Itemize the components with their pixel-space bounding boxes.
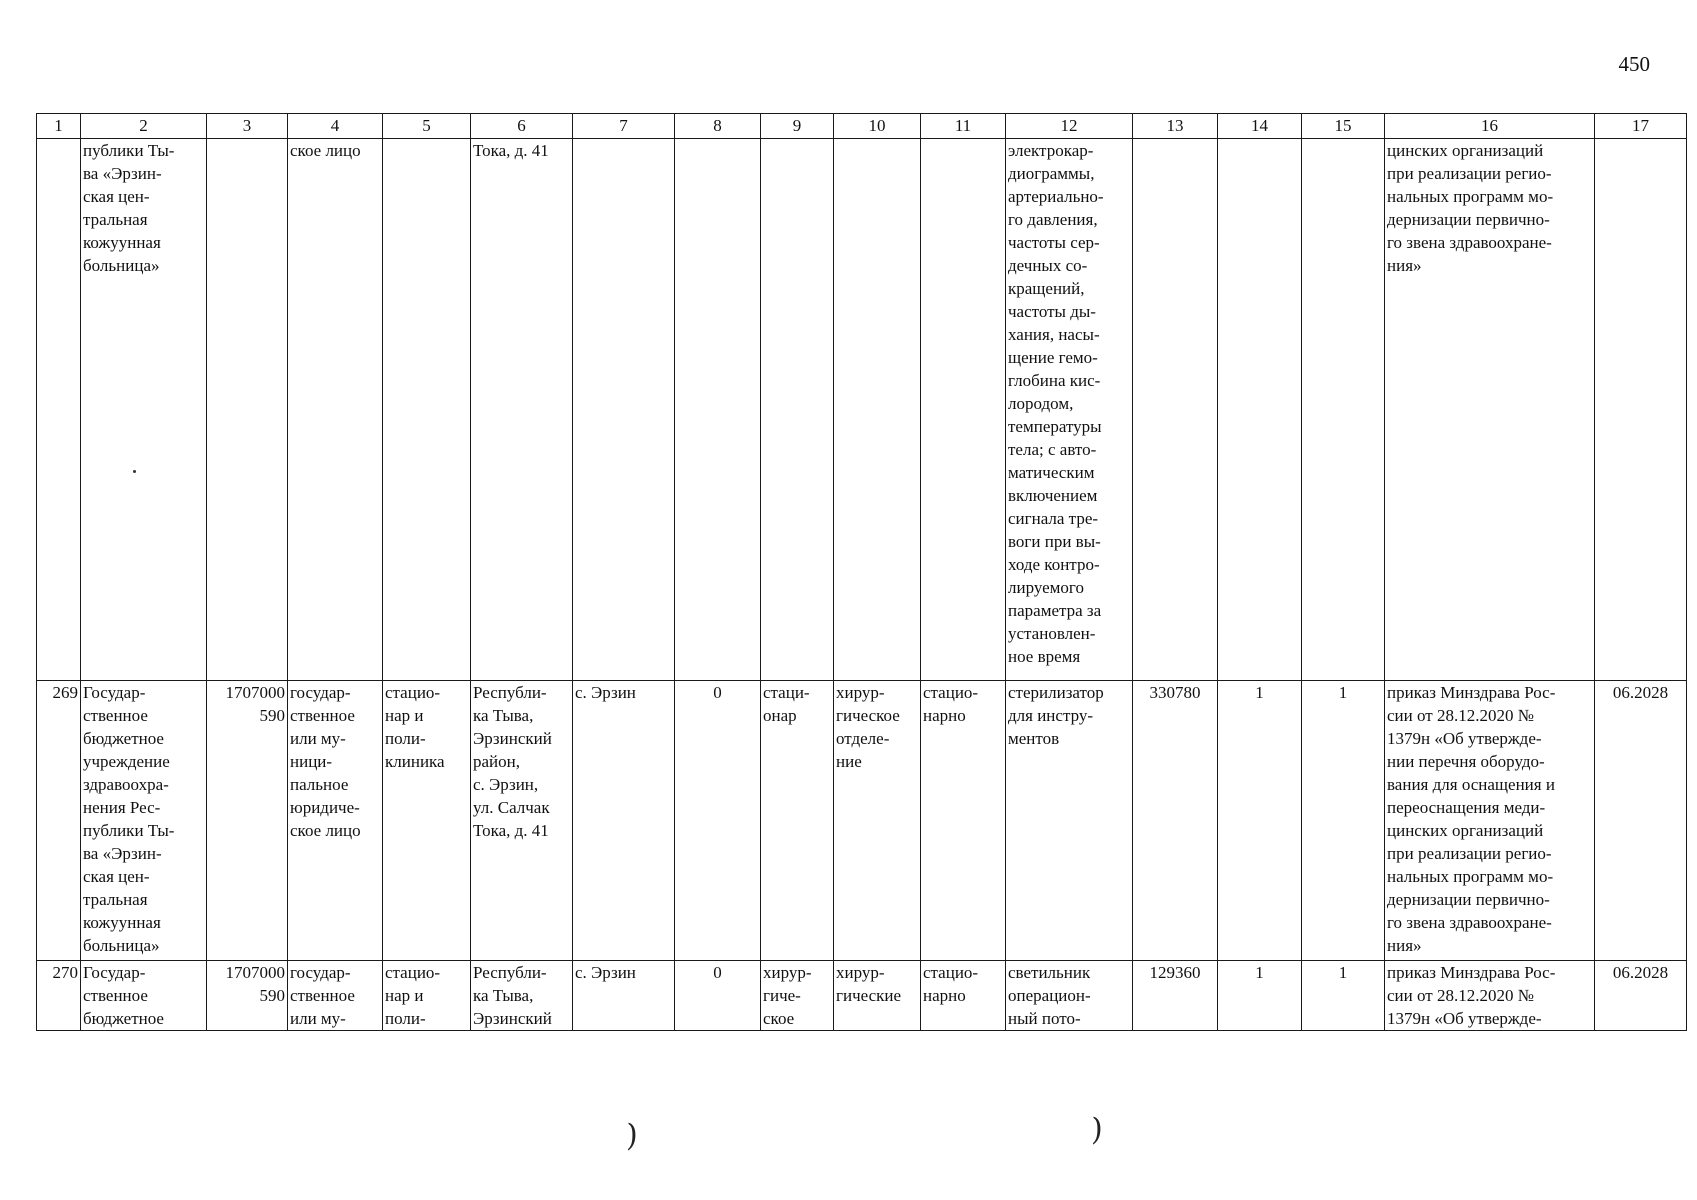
- column-number: 2: [81, 114, 207, 139]
- care-mode-cell: стацио- нарно: [921, 961, 1006, 1031]
- care-mode-cell: стацио- нарно: [921, 681, 1006, 961]
- column-number: 3: [207, 114, 288, 139]
- column-number: 7: [573, 114, 675, 139]
- equipment-cell: электрокар- диограммы, артериально- го давления, частоты сер- дечных со- кращений, частоты ды- хания, насы- щение гемо- глобина кис- лородом, температуры тела; с авто- матическим включением сигнала тре- воги при вы- ходе контро- лируемого параметра за установлен- ное время: [1006, 139, 1133, 681]
- facility-type-cell: [383, 139, 471, 681]
- code-cell: [207, 139, 288, 681]
- address-cell: Республи- ка Тыва, Эрзинский: [471, 961, 573, 1031]
- equipment-register-table: [36, 113, 1687, 1031]
- department-cell: хирур- гическое отделе- ние: [834, 681, 921, 961]
- row-number-cell: 269: [37, 681, 81, 961]
- date-cell: 06.2028: [1595, 681, 1687, 961]
- column-number: 14: [1218, 114, 1302, 139]
- row-number-cell: [37, 139, 81, 681]
- legal-basis-cell: приказ Минздрава Рос- сии от 28.12.2020 № 1379н «Об утвержде- нии перечня оборудо- вания для оснащения и переоснащения меди- цинских организаций при реализации регио- нальных программ мо- дернизации первично- го звена здравоохране- ния»: [1385, 681, 1595, 961]
- institution-name-cell: Государ- ственное бюджетное: [81, 961, 207, 1031]
- locality-cell: с. Эрзин: [573, 681, 675, 961]
- column-number: 8: [675, 114, 761, 139]
- legal-basis-cell: цинских организаций при реализации регио- нальных программ мо- дернизации первично- го звена здравоохране- ния»: [1385, 139, 1595, 681]
- table-row: [37, 681, 1687, 961]
- table-row-continuation: [37, 139, 1687, 681]
- locality-cell: с. Эрзин: [573, 961, 675, 1031]
- column-number: 12: [1006, 114, 1133, 139]
- price-cell: [1133, 139, 1218, 681]
- value-cell: [675, 139, 761, 681]
- date-cell: [1595, 139, 1687, 681]
- address-cell: Тока, д. 41: [471, 139, 573, 681]
- legal-form-cell: ское лицо: [288, 139, 383, 681]
- equipment-cell: светильник операцион- ный пото-: [1006, 961, 1133, 1031]
- handwritten-mark: ): [623, 1117, 641, 1154]
- code-cell: 1707000 590: [207, 681, 288, 961]
- unit-cell: стаци- онар: [761, 681, 834, 961]
- page-number: 450: [1618, 52, 1650, 76]
- legal-basis-cell: приказ Минздрава Рос- сии от 28.12.2020 № 1379н «Об утвержде-: [1385, 961, 1595, 1031]
- column-number-row: [37, 114, 1687, 139]
- price-cell: 129360: [1133, 961, 1218, 1031]
- column-number: 4: [288, 114, 383, 139]
- quantity-cell: 1: [1302, 961, 1385, 1031]
- table-row: [37, 961, 1687, 1031]
- quantity-cell: [1302, 139, 1385, 681]
- value-cell: 0: [675, 681, 761, 961]
- institution-name-cell: Государ- ственное бюджетное учреждение здравоохра- нения Рес- публики Ты- ва «Эрзин- ская цен- тральная кожуунная больница»: [81, 681, 207, 961]
- column-number: 10: [834, 114, 921, 139]
- handwritten-mark: ): [1088, 1111, 1106, 1148]
- unit-cell: хирур- гиче- ское: [761, 961, 834, 1031]
- date-cell: 06.2028: [1595, 961, 1687, 1031]
- price-cell: 330780: [1133, 681, 1218, 961]
- equipment-cell: стерилизатор для инстру- ментов: [1006, 681, 1133, 961]
- column-number: 11: [921, 114, 1006, 139]
- facility-type-cell: стацио- нар и поли- клиника: [383, 681, 471, 961]
- column-number: 17: [1595, 114, 1687, 139]
- value-cell: 0: [675, 961, 761, 1031]
- address-cell: Республи- ка Тыва, Эрзинский район, с. Эрзин, ул. Салчак Тока, д. 41: [471, 681, 573, 961]
- column-number: 1: [37, 114, 81, 139]
- facility-type-cell: стацио- нар и поли-: [383, 961, 471, 1031]
- column-number: 13: [1133, 114, 1218, 139]
- scan-speck: [133, 470, 136, 473]
- department-cell: хирур- гические: [834, 961, 921, 1031]
- column-number: 6: [471, 114, 573, 139]
- code-cell: 1707000 590: [207, 961, 288, 1031]
- locality-cell: [573, 139, 675, 681]
- quantity-cell: [1218, 139, 1302, 681]
- quantity-cell: 1: [1218, 681, 1302, 961]
- column-number: 16: [1385, 114, 1595, 139]
- legal-form-cell: государ- ственное или му- ници- пальное юридиче- ское лицо: [288, 681, 383, 961]
- column-number: 15: [1302, 114, 1385, 139]
- care-mode-cell: [921, 139, 1006, 681]
- institution-name-cell: публики Ты- ва «Эрзин- ская цен- тральная кожуунная больница»: [81, 139, 207, 681]
- department-cell: [834, 139, 921, 681]
- unit-cell: [761, 139, 834, 681]
- quantity-cell: 1: [1218, 961, 1302, 1031]
- row-number-cell: 270: [37, 961, 81, 1031]
- legal-form-cell: государ- ственное или му-: [288, 961, 383, 1031]
- column-number: 5: [383, 114, 471, 139]
- column-number: 9: [761, 114, 834, 139]
- quantity-cell: 1: [1302, 681, 1385, 961]
